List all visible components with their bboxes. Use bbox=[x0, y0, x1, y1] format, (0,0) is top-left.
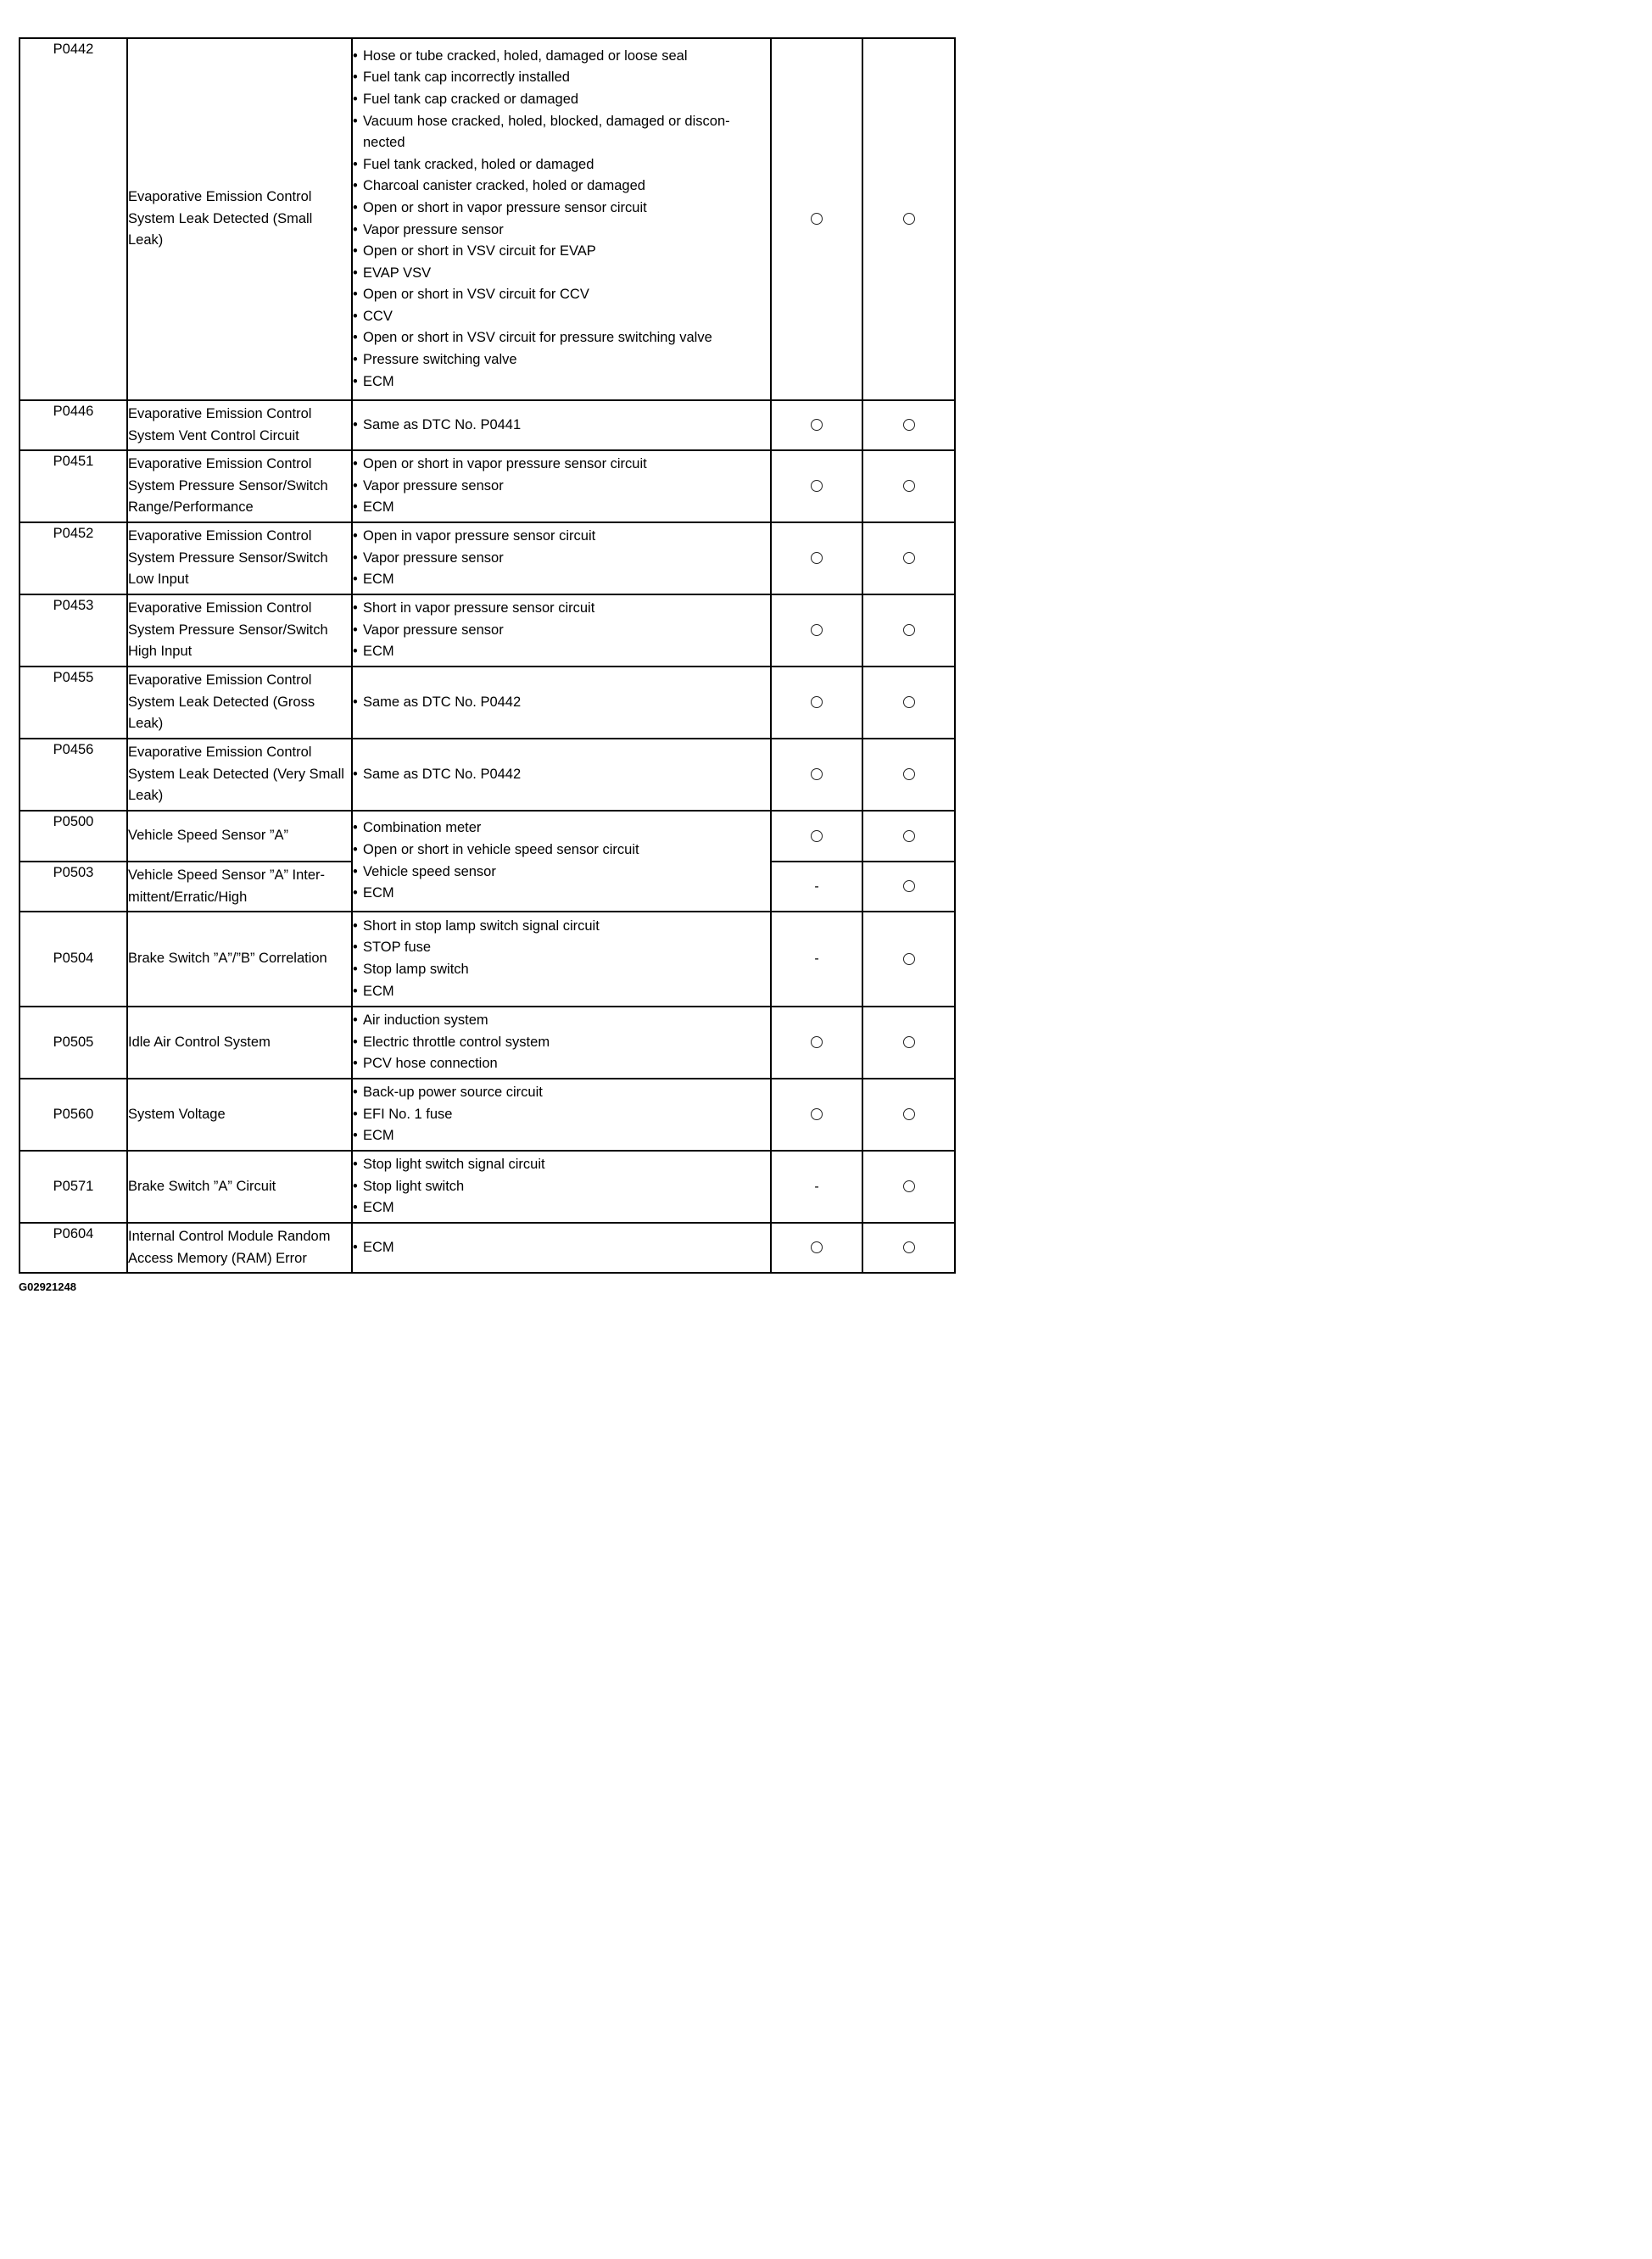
list-item: • Stop light switch signal circuit bbox=[353, 1154, 770, 1176]
circle-icon bbox=[903, 1036, 915, 1048]
dtc-code: P0446 bbox=[20, 400, 127, 450]
dtc-table-body bbox=[20, 38, 955, 1273]
list-item: • Open or short in vapor pressure sensor circuit bbox=[353, 454, 770, 476]
dtc-detection-item: Internal Control Module Random Access Memory (RAM) Error bbox=[127, 1223, 352, 1273]
list-item: • Fuel tank cracked, holed or damaged bbox=[353, 154, 770, 176]
list-item: • Open or short in VSV circuit for EVAP bbox=[353, 241, 770, 263]
list-item: • STOP fuse bbox=[353, 937, 770, 959]
list-item: • ECM bbox=[353, 497, 770, 519]
trouble-area bbox=[352, 1223, 771, 1273]
mil-indicator bbox=[771, 450, 862, 522]
list-item: • Combination meter bbox=[353, 817, 770, 839]
dtc-detection-item: Brake Switch ”A”/”B” Correlation bbox=[127, 912, 352, 1007]
dtc-detection-item: System Voltage bbox=[127, 1079, 352, 1151]
circle-icon bbox=[903, 1180, 915, 1192]
list-item: • Fuel tank cap cracked or damaged bbox=[353, 89, 770, 111]
circle-icon bbox=[903, 480, 915, 492]
dtc-code: P0452 bbox=[20, 522, 127, 594]
trouble-area-list bbox=[353, 598, 770, 663]
trouble-area-list bbox=[353, 916, 770, 1002]
trouble-area-list bbox=[353, 1237, 770, 1259]
circle-icon bbox=[811, 1108, 823, 1120]
dtc-code: P0455 bbox=[20, 667, 127, 739]
dtc-detection-item: Evaporative Emission Control System Pressure Sensor/Switch Range/Performance bbox=[127, 450, 352, 522]
trouble-area-list bbox=[353, 454, 770, 519]
circle-icon bbox=[903, 552, 915, 564]
circle-icon bbox=[903, 213, 915, 225]
list-item: • ECM bbox=[353, 1125, 770, 1147]
mil-indicator bbox=[771, 594, 862, 667]
dtc-code: P0442 bbox=[20, 38, 127, 400]
dtc-code: P0453 bbox=[20, 594, 127, 667]
dtc-detection-item: Vehicle Speed Sensor ”A” Inter- mittent/Erratic/High bbox=[127, 862, 352, 912]
table-row bbox=[20, 912, 955, 1007]
dtc-detection-item: Evaporative Emission Control System Leak Detected (Small Leak) bbox=[127, 38, 352, 400]
trouble-area-list bbox=[353, 764, 770, 786]
memory-indicator bbox=[862, 594, 955, 667]
list-item: • Hose or tube cracked, holed, damaged or loose seal bbox=[353, 46, 770, 68]
dtc-code: P0503 bbox=[20, 862, 127, 912]
list-item: • ECM bbox=[353, 1197, 770, 1219]
list-item: • Air induction system bbox=[353, 1010, 770, 1032]
trouble-area bbox=[352, 400, 771, 450]
mil-indicator bbox=[771, 739, 862, 811]
mil-indicator bbox=[771, 862, 862, 912]
list-item: • EFI No. 1 fuse bbox=[353, 1104, 770, 1126]
list-item: • Back-up power source circuit bbox=[353, 1082, 770, 1104]
circle-icon bbox=[903, 624, 915, 636]
trouble-area-list bbox=[353, 526, 770, 591]
list-item: • Open or short in vapor pressure sensor circuit bbox=[353, 198, 770, 220]
mil-indicator bbox=[771, 38, 862, 400]
memory-indicator bbox=[862, 667, 955, 739]
mil-indicator bbox=[771, 1007, 862, 1079]
memory-indicator bbox=[862, 38, 955, 400]
mil-indicator bbox=[771, 522, 862, 594]
memory-indicator bbox=[862, 450, 955, 522]
table-row bbox=[20, 594, 955, 667]
dtc-detection-item: Evaporative Emission Control System Pressure Sensor/Switch Low Input bbox=[127, 522, 352, 594]
table-row bbox=[20, 1223, 955, 1273]
dtc-detection-item: Evaporative Emission Control System Leak Detected (Very Small Leak) bbox=[127, 739, 352, 811]
list-item: • Charcoal canister cracked, holed or damaged bbox=[353, 176, 770, 198]
trouble-area bbox=[352, 522, 771, 594]
mil-indicator bbox=[771, 1151, 862, 1223]
list-item: • Vacuum hose cracked, holed, blocked, damaged or discon- nected bbox=[353, 111, 770, 154]
circle-icon bbox=[811, 213, 823, 225]
dtc-code: P0505 bbox=[20, 1007, 127, 1079]
trouble-area-list bbox=[353, 692, 770, 714]
memory-indicator bbox=[862, 1079, 955, 1151]
trouble-area-list bbox=[353, 1154, 770, 1219]
trouble-area bbox=[352, 739, 771, 811]
dtc-code: P0451 bbox=[20, 450, 127, 522]
list-item: • Open in vapor pressure sensor circuit bbox=[353, 526, 770, 548]
circle-icon bbox=[903, 1241, 915, 1253]
dtc-detection-item: Vehicle Speed Sensor ”A” bbox=[127, 811, 352, 862]
dtc-code: P0571 bbox=[20, 1151, 127, 1223]
memory-indicator bbox=[862, 400, 955, 450]
list-item: • Open or short in vehicle speed sensor circuit bbox=[353, 839, 770, 862]
list-item: • Vapor pressure sensor bbox=[353, 620, 770, 642]
dtc-code: P0500 bbox=[20, 811, 127, 862]
memory-indicator bbox=[862, 522, 955, 594]
list-item: • Short in vapor pressure sensor circuit bbox=[353, 598, 770, 620]
table-row bbox=[20, 811, 955, 862]
trouble-area-list bbox=[353, 415, 770, 437]
list-item: • Electric throttle control system bbox=[353, 1032, 770, 1054]
circle-icon bbox=[903, 880, 915, 892]
circle-icon bbox=[811, 1036, 823, 1048]
list-item: • Same as DTC No. P0442 bbox=[353, 764, 770, 786]
circle-icon bbox=[811, 830, 823, 842]
mil-indicator bbox=[771, 400, 862, 450]
table-row bbox=[20, 400, 955, 450]
dtc-detection-item: Evaporative Emission Control System Pressure Sensor/Switch High Input bbox=[127, 594, 352, 667]
dtc-table bbox=[19, 37, 956, 1274]
trouble-area bbox=[352, 38, 771, 400]
circle-icon bbox=[903, 830, 915, 842]
circle-icon bbox=[903, 953, 915, 965]
trouble-area-list bbox=[353, 817, 770, 904]
dash-mark: - bbox=[814, 878, 819, 894]
trouble-area bbox=[352, 1007, 771, 1079]
trouble-area bbox=[352, 1151, 771, 1223]
trouble-area-list bbox=[353, 1010, 770, 1075]
table-row bbox=[20, 38, 955, 400]
dtc-detection-item: Brake Switch ”A” Circuit bbox=[127, 1151, 352, 1223]
dash-mark: - bbox=[814, 951, 819, 967]
dtc-detection-item: Idle Air Control System bbox=[127, 1007, 352, 1079]
circle-icon bbox=[811, 552, 823, 564]
circle-icon bbox=[811, 768, 823, 780]
trouble-area bbox=[352, 667, 771, 739]
memory-indicator bbox=[862, 1223, 955, 1273]
circle-icon bbox=[903, 768, 915, 780]
memory-indicator bbox=[862, 912, 955, 1007]
dash-mark: - bbox=[814, 1179, 819, 1194]
mil-indicator bbox=[771, 1223, 862, 1273]
dtc-code: P0456 bbox=[20, 739, 127, 811]
list-item: • Open or short in VSV circuit for CCV bbox=[353, 284, 770, 306]
table-row bbox=[20, 1007, 955, 1079]
table-row bbox=[20, 739, 955, 811]
list-item: • Vapor pressure sensor bbox=[353, 476, 770, 498]
memory-indicator bbox=[862, 811, 955, 862]
list-item: • EVAP VSV bbox=[353, 263, 770, 285]
list-item: • Fuel tank cap incorrectly installed bbox=[353, 67, 770, 89]
memory-indicator bbox=[862, 739, 955, 811]
table-row bbox=[20, 1151, 955, 1223]
list-item: • Same as DTC No. P0442 bbox=[353, 692, 770, 714]
circle-icon bbox=[903, 1108, 915, 1120]
trouble-area-list bbox=[353, 1082, 770, 1147]
circle-icon bbox=[811, 1241, 823, 1253]
list-item: • Vapor pressure sensor bbox=[353, 548, 770, 570]
circle-icon bbox=[903, 419, 915, 431]
list-item: • Stop light switch bbox=[353, 1176, 770, 1198]
memory-indicator bbox=[862, 1007, 955, 1079]
list-item: • ECM bbox=[353, 981, 770, 1003]
circle-icon bbox=[903, 696, 915, 708]
list-item: • CCV bbox=[353, 306, 770, 328]
list-item: • Pressure switching valve bbox=[353, 349, 770, 371]
memory-indicator bbox=[862, 1151, 955, 1223]
list-item: • ECM bbox=[353, 883, 770, 905]
circle-icon bbox=[811, 624, 823, 636]
mil-indicator bbox=[771, 912, 862, 1007]
dtc-detection-item: Evaporative Emission Control System Leak Detected (Gross Leak) bbox=[127, 667, 352, 739]
list-item: • Vapor pressure sensor bbox=[353, 220, 770, 242]
trouble-area bbox=[352, 811, 771, 912]
figure-id: G02921248 bbox=[19, 1280, 76, 1293]
list-item: • ECM bbox=[353, 371, 770, 393]
dtc-code: P0504 bbox=[20, 912, 127, 1007]
mil-indicator bbox=[771, 667, 862, 739]
circle-icon bbox=[811, 419, 823, 431]
table-row bbox=[20, 1079, 955, 1151]
list-item: • Short in stop lamp switch signal circuit bbox=[353, 916, 770, 938]
circle-icon bbox=[811, 696, 823, 708]
trouble-area bbox=[352, 1079, 771, 1151]
table-row bbox=[20, 667, 955, 739]
dtc-detection-item: Evaporative Emission Control System Vent Control Circuit bbox=[127, 400, 352, 450]
trouble-area-list bbox=[353, 46, 770, 393]
dtc-code: P0560 bbox=[20, 1079, 127, 1151]
circle-icon bbox=[811, 480, 823, 492]
trouble-area bbox=[352, 912, 771, 1007]
list-item: • ECM bbox=[353, 641, 770, 663]
trouble-area bbox=[352, 594, 771, 667]
list-item: • Same as DTC No. P0441 bbox=[353, 415, 770, 437]
table-row bbox=[20, 450, 955, 522]
mil-indicator bbox=[771, 811, 862, 862]
table-row bbox=[20, 522, 955, 594]
list-item: • ECM bbox=[353, 569, 770, 591]
list-item: • Open or short in VSV circuit for pressure switching valve bbox=[353, 327, 770, 349]
memory-indicator bbox=[862, 862, 955, 912]
list-item: • ECM bbox=[353, 1237, 770, 1259]
list-item: • Vehicle speed sensor bbox=[353, 862, 770, 884]
trouble-area bbox=[352, 450, 771, 522]
dtc-code: P0604 bbox=[20, 1223, 127, 1273]
list-item: • Stop lamp switch bbox=[353, 959, 770, 981]
list-item: • PCV hose connection bbox=[353, 1053, 770, 1075]
mil-indicator bbox=[771, 1079, 862, 1151]
